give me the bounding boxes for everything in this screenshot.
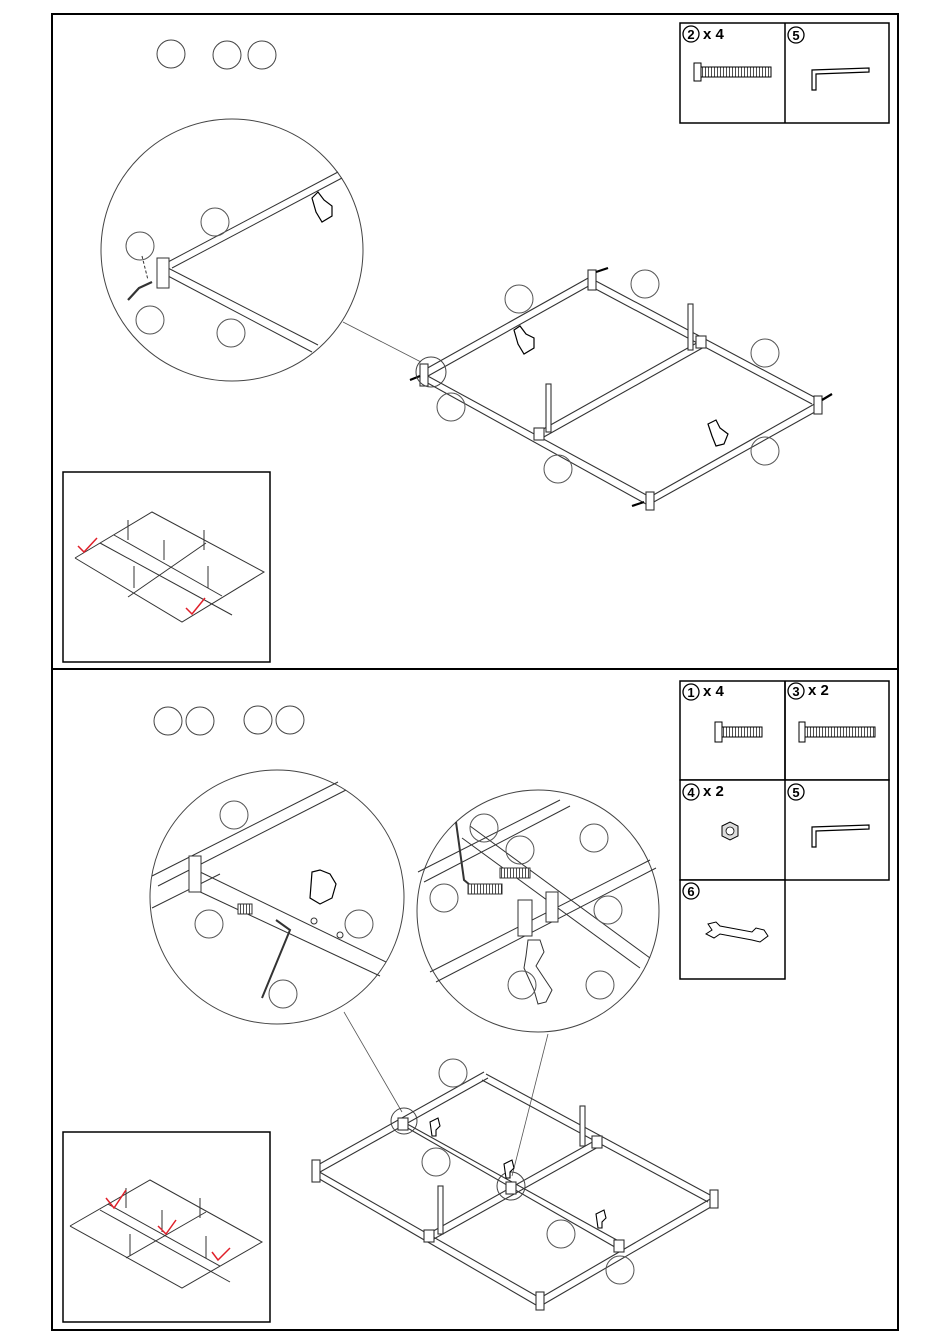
nut-icon xyxy=(722,822,738,840)
step-2-zoom-detail-right xyxy=(417,790,659,1176)
step-1-overview-inset xyxy=(63,472,270,662)
part-number: 6 xyxy=(687,884,695,899)
step-2-overview-inset xyxy=(63,1132,270,1322)
step-1-zoom-detail xyxy=(101,119,421,381)
step-1-parts-box xyxy=(680,23,889,123)
part-number: 2 xyxy=(687,27,695,42)
part-quantity: x 2 xyxy=(703,783,724,800)
part-quantity: x 2 xyxy=(808,682,829,699)
step-2-frame-drawing xyxy=(312,1072,718,1310)
part-quantity: x 4 xyxy=(703,26,724,43)
part-number: 5 xyxy=(792,785,800,800)
pointing-hand-icon xyxy=(596,1210,606,1228)
pointing-hand-icon xyxy=(514,326,534,354)
part-quantity: x 4 xyxy=(703,683,724,700)
step-1-callout-circles xyxy=(437,270,779,483)
step-2-zoom-detail-left xyxy=(150,770,404,1112)
pointing-hand-icon xyxy=(430,1118,440,1136)
step-2-parts-box xyxy=(680,681,889,979)
step-2-callout-circles xyxy=(422,1059,634,1284)
step-1-frame-drawing xyxy=(420,270,822,510)
step-1-panel xyxy=(63,23,889,662)
part-number: 4 xyxy=(687,785,695,800)
step-2-panel xyxy=(63,681,889,1322)
part-number: 5 xyxy=(792,28,800,43)
part-number: 1 xyxy=(687,685,695,700)
part-number: 3 xyxy=(792,684,800,699)
step-2-number-circles xyxy=(154,706,304,735)
step-1-number-circles xyxy=(157,40,276,69)
pointing-hand-icon xyxy=(708,420,728,446)
